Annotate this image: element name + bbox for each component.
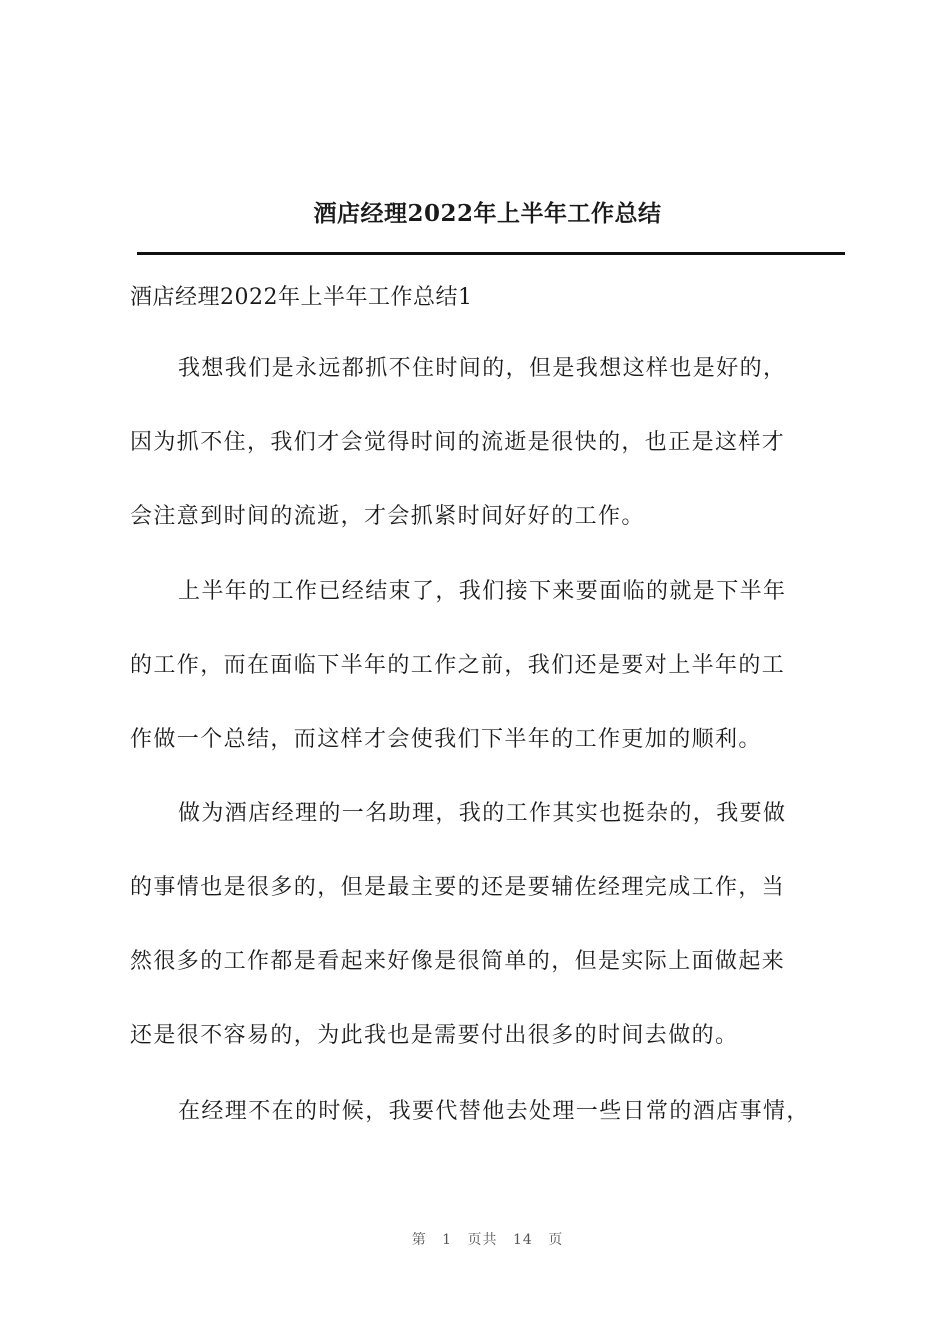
paragraph-line: 然很多的工作都是看起来好像是很简单的，但是实际上面做起来: [130, 949, 786, 974]
paragraph-line: 作做一个总结，而这样才会使我们下半年的工作更加的顺利。: [130, 727, 762, 752]
page-total: 14: [513, 1232, 533, 1248]
footer-middle: 页共: [467, 1232, 498, 1248]
paragraph-line: 因为抓不住，我们才会觉得时间的流逝是很快的，也正是这样才: [130, 430, 786, 455]
document-title: 酒店经理2022年上半年工作总结: [313, 200, 662, 227]
paragraph-line: 在经理不在的时候，我要代替他去处理一些日常的酒店事情，: [178, 1099, 810, 1124]
paragraph: [130, 352, 842, 574]
paragraph-line: 我想我们是永远都抓不住时间的，但是我想这样也是好的，: [178, 356, 787, 381]
page-number: 1: [442, 1232, 453, 1248]
paragraph-line: 做为酒店经理的一名助理，我的工作其实也挺杂的，我要做: [178, 801, 787, 826]
title-divider: [137, 252, 845, 255]
paragraph: [130, 1095, 842, 1169]
paragraph-line: 会注意到时间的流逝，才会抓紧时间好好的工作。: [130, 504, 645, 529]
paragraph-line: 上半年的工作已经结束了，我们接下来要面临的就是下半年: [178, 579, 787, 604]
paragraph-line: 的事情也是很多的，但是最主要的还是要辅佐经理完成工作，当: [130, 875, 786, 900]
paragraph: [130, 575, 842, 797]
paragraph: [130, 797, 842, 1093]
footer-suffix: 页: [548, 1232, 564, 1248]
footer-prefix: 第: [411, 1232, 427, 1248]
section-heading: 酒店经理2022年上半年工作总结1: [130, 285, 473, 310]
page-footer: [0, 1229, 950, 1251]
paragraph-line: 的工作，而在面临下半年的工作之前，我们还是要对上半年的工: [130, 653, 786, 678]
paragraph-line: 还是很不容易的，为此我也是需要付出很多的时间去做的。: [130, 1023, 739, 1048]
